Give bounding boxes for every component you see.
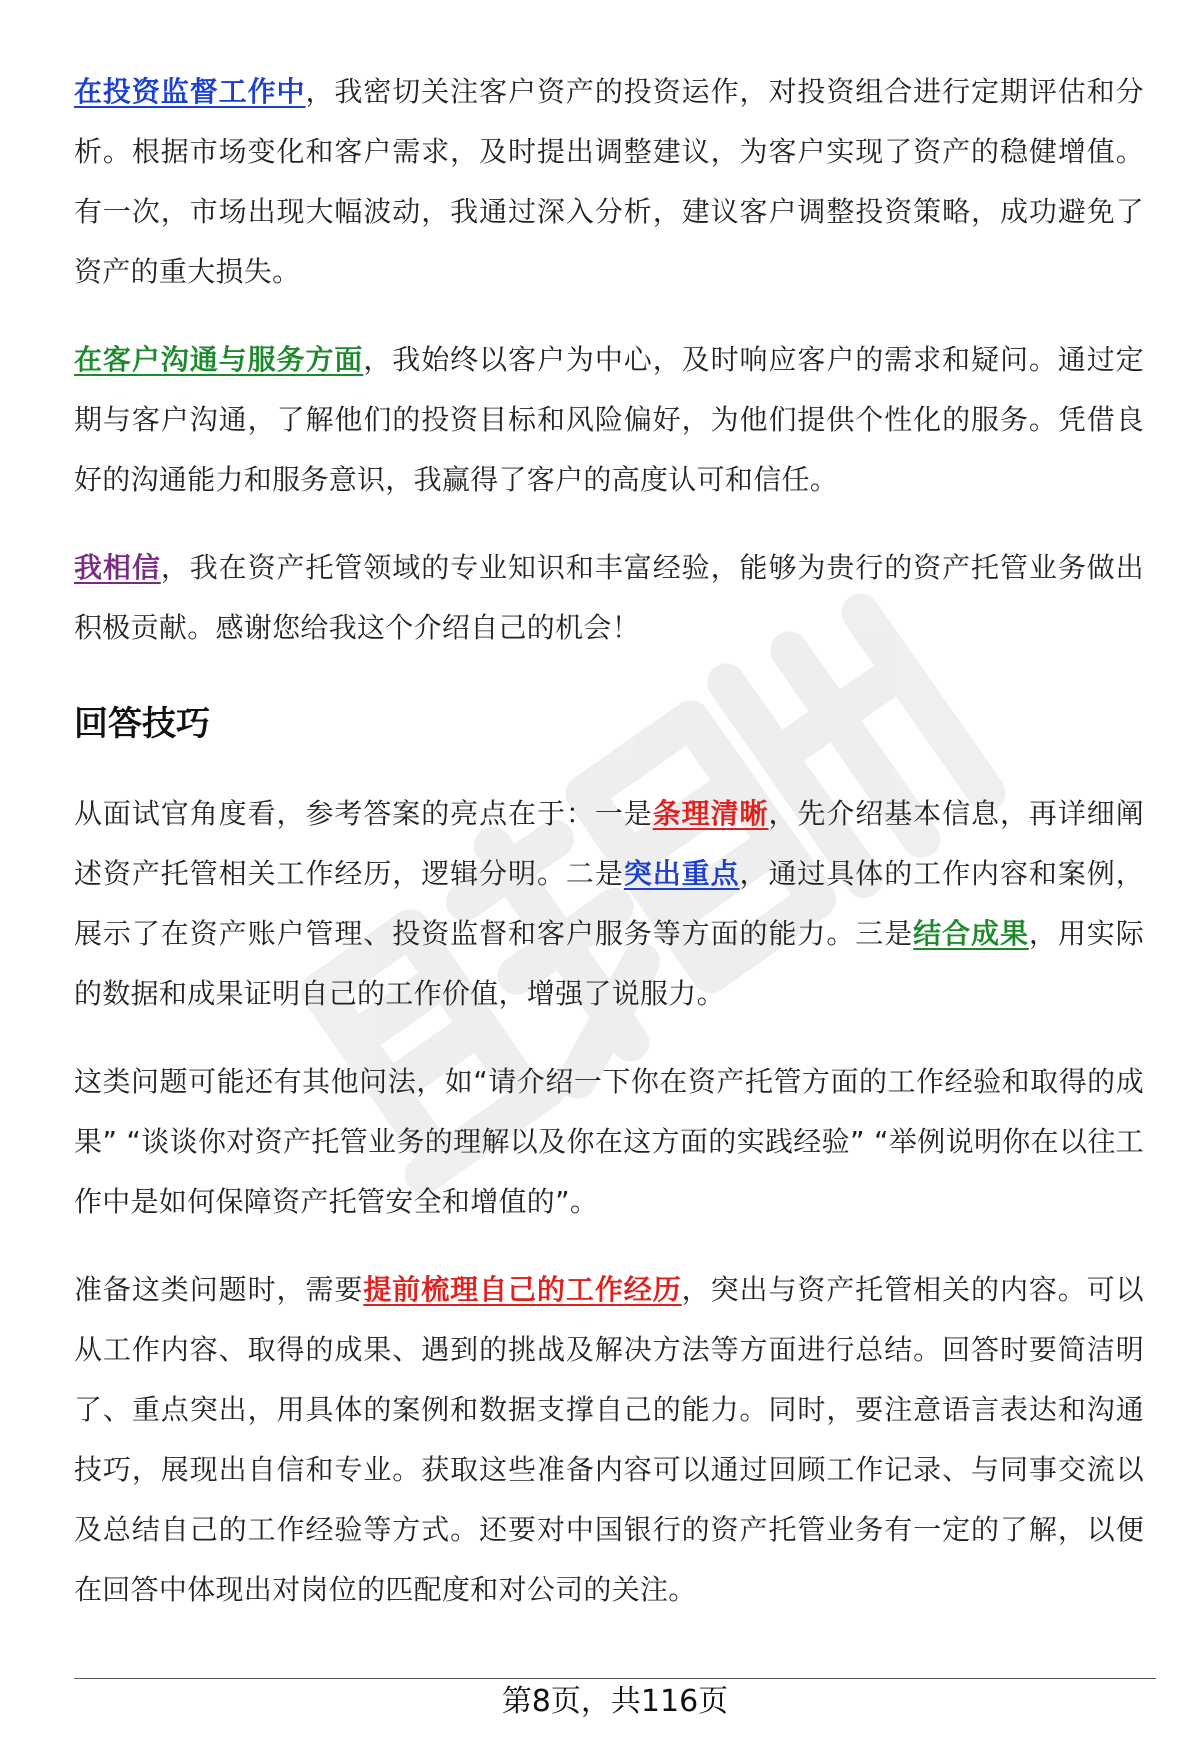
highlight-belief: 我相信 <box>74 551 161 584</box>
highlight-review-experience: 提前梳理自己的工作经历 <box>363 1273 682 1306</box>
paragraph-client-communication <box>74 330 1144 510</box>
paragraph-text: 从面试官角度看，参考答案的亮点在于：一是 <box>74 797 653 830</box>
highlight-results: 结合成果 <box>913 917 1029 950</box>
paragraph-preparation <box>74 1260 1144 1620</box>
highlight-clear-structure: 条理清晰 <box>652 797 769 830</box>
paragraph-text: ，我在资产托管领域的专业知识和丰富经验，能够为贵行的资产托管业务做出积极贡献。感谢您给我这个介绍自己的机会！ <box>74 551 1144 644</box>
section-heading: 回答技巧 <box>74 704 210 744</box>
paragraph-text: ，突出与资产托管相关的内容。可以从工作内容、取得的成果、遇到的挑战及解决方法等方面进行总结。回答时要简洁明了、重点突出，用具体的案例和数据支撑自己的能力。同时，要注意语言表达和沟通技巧，展现出自信和专业。获取这些准备内容可以通过回顾工作记录、与同事交流以及总结自己的工作经验等方式。还要对中国银行的资产托管业务有一定的了解，以便在回答中体现出对岗位的匹配度和对公司的关注。 <box>74 1273 1144 1606</box>
paragraph-text: ，先介绍基本信息，再详细阐述资产托管相关工作经历，逻辑分明。二是 <box>74 797 1144 890</box>
footer-divider <box>74 1678 1156 1679</box>
paragraph-text: ，我密切关注客户资产的投资运作，对投资组合进行定期评估和分析。根据市场变化和客户需求，及时提出调整建议，为客户实现了资产的稳健增值。有一次，市场出现大幅波动，我通过深入分析，建议客户调整投资策略，成功避免了资产的重大损失。 <box>74 75 1144 288</box>
paragraph-text: ，通过具体的工作内容和案例，展示了在资产账户管理、投资监督和客户服务等方面的能力。三是 <box>74 857 1145 950</box>
paragraph-text: ，用实际的数据和成果证明自己的工作价值，增强了说服力。 <box>74 917 1144 1010</box>
paragraph-interviewer-view <box>74 784 1144 1024</box>
paragraph-investment-supervision <box>74 62 1144 302</box>
highlight-key-points: 突出重点 <box>623 857 740 890</box>
paragraph-belief <box>74 538 1144 658</box>
paragraph-text: 准备这类问题时，需要 <box>74 1273 364 1306</box>
paragraph-text: ，我始终以客户为中心，及时响应客户的需求和疑问。通过定期与客户沟通，了解他们的投资目标和风险偏好，为他们提供个性化的服务。凭借良好的沟通能力和服务意识，我赢得了客户的高度认可和信任。 <box>74 343 1144 496</box>
highlight-client-communication: 在客户沟通与服务方面 <box>74 343 364 376</box>
highlight-investment-supervision: 在投资监督工作中 <box>74 75 306 108</box>
document-body <box>74 62 1144 1648</box>
paragraph-text: 这类问题可能还有其他问法，如“请介绍一下你在资产托管方面的工作经验和取得的成果” “谈谈你对资产托管业务的理解以及你在这方面的实践经验” “举例说明你在以往工作中是如何保障资产托管安全和增值的”。 <box>74 1065 1144 1218</box>
page-number: 第8页，共116页 <box>501 1684 729 1719</box>
paragraph-alternative-questions <box>74 1052 1144 1232</box>
